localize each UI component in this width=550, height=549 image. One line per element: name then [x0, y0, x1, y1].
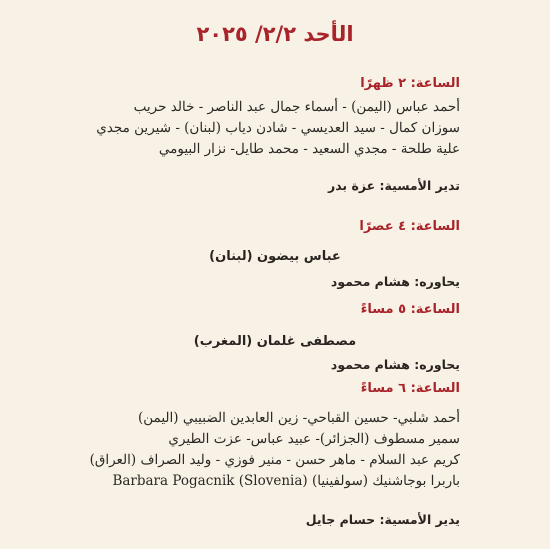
session-4-host-wrap: [80, 512, 460, 527]
session-4-time: الساعة: ٦ مساءً: [360, 381, 460, 396]
session-1-host-wrap: [80, 178, 460, 193]
session-1-time: الساعة: ٢ ظهرًا: [360, 76, 460, 91]
session-4-line-3: كريم عبد السلام - ماهر حسن - منير فوزي - وليد الصراف (العراق): [89, 452, 460, 468]
session-4-host: يدير الأمسية: حسام جايل: [305, 512, 460, 527]
session-2-time: الساعة: ٤ عصرًا: [359, 219, 460, 234]
session-4-line-4: باربرا بوجاشنيك (سولفينيا) Barbara Pogacnik (Slovenia): [112, 473, 460, 489]
session-2-host: يحاوره: هشام محمود: [330, 274, 460, 289]
session-1: [80, 76, 460, 91]
session-4-line-2: سمير مسطوف (الجزائر)- عبيد عباس- عزت الطيري: [168, 431, 460, 447]
session-3: [80, 302, 460, 317]
session-3-time: الساعة: ٥ مساءً: [360, 302, 460, 317]
session-1-line-2: سوزان كمال - سيد العديسي - شادن دياب (لبنان) - شيرين مجدي: [96, 120, 460, 136]
session-3-host-wrap: [80, 357, 460, 372]
session-1-line-3: علية طلحة - مجدي السعيد - محمد طايل- نزار البيومي: [158, 141, 460, 157]
session-3-host: يحاوره: هشام محمود: [330, 357, 460, 372]
session-4-line-1: أحمد شلبي- حسين القباحي- زين العابدين الضبيبي (اليمن): [138, 410, 460, 426]
session-2-guest: عباس بيضون (لبنان): [209, 249, 341, 264]
session-1-host: تدير الأمسية: عزة بدر: [328, 178, 460, 193]
session-2-host-wrap: [80, 274, 460, 289]
session-1-participants: [80, 97, 460, 160]
session-1-line-1: أحمد عباس (اليمن) - أسماء جمال عبد الناصر - خالد حريب: [133, 99, 460, 115]
session-3-guest: مصطفى غلمان (المغرب): [193, 334, 357, 349]
session-4: [80, 381, 460, 396]
page-title: الأحد ٢/٢/ ٢٠٢٥: [196, 22, 354, 46]
session-4-participants: [80, 408, 460, 492]
session-2: [80, 219, 460, 234]
